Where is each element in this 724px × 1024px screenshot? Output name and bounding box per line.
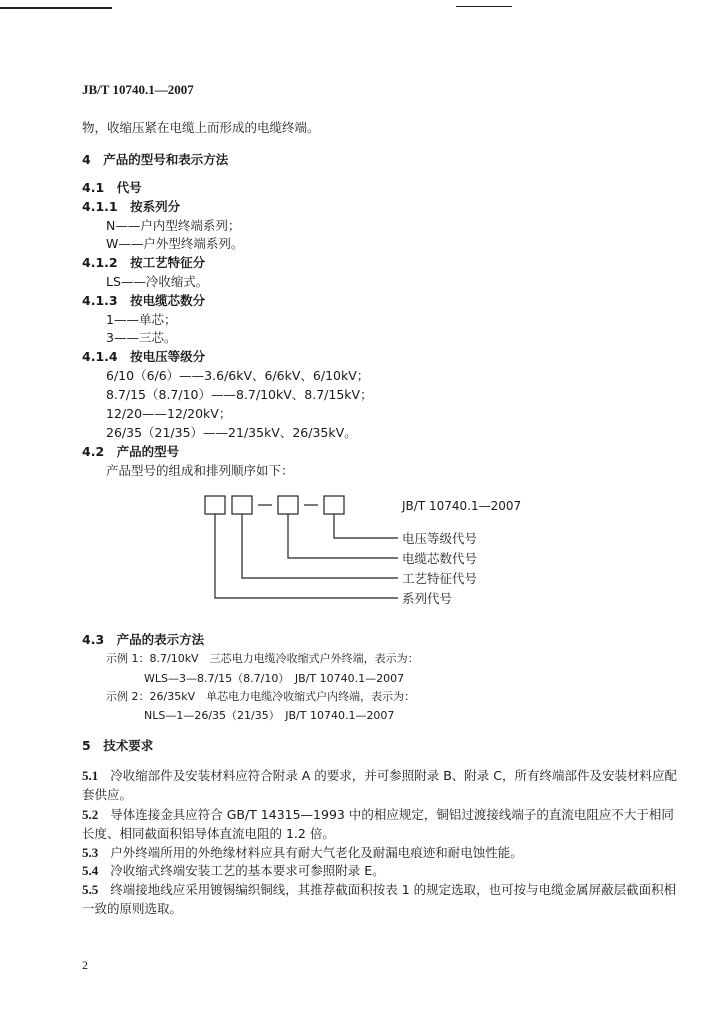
section-4-2-title: 4.2 产品的型号 bbox=[82, 444, 180, 459]
clause-number: 5.2 bbox=[82, 807, 99, 822]
section-4-1-1-title: 4.1.1 按系列分 bbox=[82, 199, 181, 214]
clause-text: 导体连接金具应符合 GB/T 14315—1993 中的相应规定，铜铝过渡接线端子的直流电阻应不大于相同长度、相同截面积铝导体直流电阻的 1.2 倍。 bbox=[82, 807, 674, 841]
list-item: 8.7/15（8.7/10）——8.7/10kV、8.7/15kV； bbox=[106, 387, 373, 402]
list-item: 3——三芯。 bbox=[106, 330, 177, 345]
list-item: 1——单芯； bbox=[106, 312, 177, 327]
box-voltage bbox=[324, 496, 344, 514]
clause-number: 5.5 bbox=[82, 882, 99, 897]
section-4-1-title: 4.1 代号 bbox=[82, 180, 142, 195]
page-number: 2 bbox=[82, 958, 88, 972]
section-4-title: 4 产品的型号和表示方法 bbox=[82, 152, 229, 167]
example-2-line-1: 示例 2：26/35kV 单芯电力电缆冷收缩式户内终端，表示为： bbox=[106, 690, 416, 703]
section-4-1-4-title: 4.1.4 按电压等级分 bbox=[82, 349, 206, 364]
clause-text: 冷收缩式终端安装工艺的基本要求可参照附录 E。 bbox=[110, 863, 385, 878]
section-4-1-2-title: 4.1.2 按工艺特征分 bbox=[82, 255, 206, 270]
header-standard-code: JB/T 10740.1—2007 bbox=[82, 82, 194, 97]
box-cores bbox=[278, 496, 298, 514]
section-4-3-title: 4.3 产品的表示方法 bbox=[82, 632, 205, 647]
clause-5-3 bbox=[82, 843, 682, 862]
clause-5-2 bbox=[82, 805, 682, 843]
clause-text: 冷收缩部件及安装材料应符合附录 A 的要求，并可参照附录 B、附录 C，所有终端部件及安装材料应配套供应。 bbox=[82, 768, 677, 802]
top-rule-right bbox=[456, 6, 512, 7]
list-item: 6/10（6/6）——3.6/6kV、6/6kV、6/10kV； bbox=[106, 368, 370, 383]
clause-5-5 bbox=[82, 880, 682, 918]
box-series bbox=[205, 496, 225, 514]
top-rule-left bbox=[0, 7, 112, 9]
list-item: N——户内型终端系列； bbox=[106, 218, 241, 233]
diagram-label-process: 工艺特征代号 bbox=[402, 571, 478, 586]
diagram-label-series: 系列代号 bbox=[402, 591, 453, 606]
section-4-1-3-title: 4.1.3 按电缆芯数分 bbox=[82, 293, 206, 308]
section-4-2-intro: 产品型号的组成和排列顺序如下： bbox=[106, 463, 294, 478]
example-1-line-1: 示例 1：8.7/10kV 三芯电力电缆冷收缩式户外终端，表示为： bbox=[106, 652, 419, 665]
clause-text: 终端接地线应采用镀锡编织铜线，其推荐截面积按表 1 的规定选取，也可按与电缆金属屏蔽层截面积相一致的原则选取。 bbox=[82, 882, 677, 916]
clause-number: 5.3 bbox=[82, 845, 99, 860]
diagram-standard-code: JB/T 10740.1—2007 bbox=[402, 499, 522, 513]
example-2-line-2: NLS—1—26/35（21/35） JB/T 10740.1—2007 bbox=[144, 709, 395, 722]
list-item: 26/35（21/35）——21/35kV、26/35kV。 bbox=[106, 425, 357, 440]
continuation-line: 物，收缩压紧在电缆上而形成的电缆终端。 bbox=[82, 120, 320, 135]
example-1-line-2: WLS—3—8.7/15（8.7/10） JB/T 10740.1—2007 bbox=[144, 672, 405, 685]
model-code-diagram bbox=[0, 488, 724, 628]
list-item: 12/20——12/20kV； bbox=[106, 406, 232, 421]
box-process bbox=[232, 496, 252, 514]
clause-number: 5.4 bbox=[82, 863, 99, 878]
section-5-title: 5 技术要求 bbox=[82, 738, 154, 753]
diagram-label-voltage: 电压等级代号 bbox=[402, 531, 478, 546]
clause-5-1 bbox=[82, 766, 682, 804]
clause-5-4 bbox=[82, 861, 682, 880]
clause-text: 户外终端所用的外绝缘材料应具有耐大气老化及耐漏电痕迹和耐电蚀性能。 bbox=[110, 845, 523, 860]
diagram-label-cores: 电缆芯数代号 bbox=[402, 551, 478, 566]
list-item: LS——冷收缩式。 bbox=[106, 274, 209, 289]
list-item: W——户外型终端系列。 bbox=[106, 236, 244, 251]
clause-number: 5.1 bbox=[82, 768, 99, 783]
